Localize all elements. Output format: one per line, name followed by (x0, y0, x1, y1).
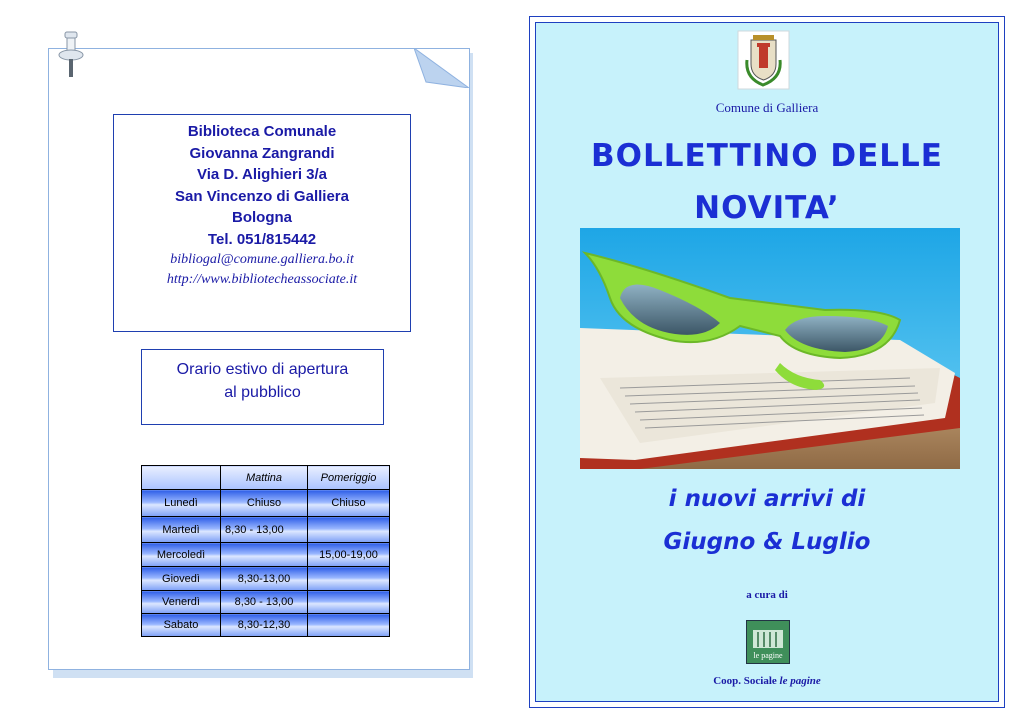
table-row (142, 591, 390, 614)
afternoon-cell: 15,00-19,00 (308, 543, 390, 567)
morning-cell (221, 543, 308, 567)
table-header-row (142, 466, 390, 490)
coop-prefix: Coop. Sociale (713, 675, 777, 687)
table-header-cell: Pomeriggio (308, 466, 390, 490)
library-name: Biblioteca Comunale (187, 123, 337, 140)
municipality-name: Comune di Galliera (715, 100, 819, 115)
morning-cell: 8,30 - 13,00 (221, 517, 308, 543)
curated-by-label: a cura di (746, 589, 788, 601)
day-cell: Venerdì (142, 591, 221, 614)
library-city: Bologna (232, 209, 292, 226)
morning-cell: Chiuso (221, 490, 308, 517)
afternoon-cell: Chiuso (308, 490, 390, 517)
day-cell: Giovedì (142, 567, 221, 591)
pushpin-icon (56, 30, 86, 82)
day-cell: Mercoledì (142, 543, 221, 567)
municipal-crest-icon (737, 30, 790, 90)
library-contact-box (113, 114, 411, 332)
table-row (142, 543, 390, 567)
day-cell: Lunedì (142, 490, 221, 517)
opening-hours-title-box (141, 349, 384, 425)
library-website[interactable]: http://www.bibliotecheassociate.it (166, 272, 358, 287)
library-dedication: Giovanna Zangrandi (189, 144, 335, 162)
afternoon-cell (308, 517, 390, 543)
table-header-cell (142, 466, 221, 490)
day-cell: Sabato (142, 614, 221, 637)
book-and-sunglasses-image (580, 228, 960, 469)
bulletin-title (535, 130, 999, 234)
page-curl (414, 48, 469, 88)
table-row (142, 567, 390, 591)
library-address: Via D. Alighieri 3/a (196, 166, 328, 183)
subtitle-line2: Giugno & Luglio (663, 529, 871, 555)
library-town: San Vincenzo di Galliera (175, 187, 349, 205)
hours-title-line2: al pubblico (224, 384, 301, 401)
day-cell: Martedì (142, 517, 221, 543)
table-row (142, 614, 390, 637)
coop-name: le pagine (779, 675, 821, 687)
table-header-cell: Mattina (221, 466, 308, 490)
morning-cell: 8,30-12,30 (221, 614, 308, 637)
table-row (142, 490, 390, 517)
table-row (142, 517, 390, 543)
opening-hours-table (141, 465, 390, 637)
afternoon-cell (308, 614, 390, 637)
library-phone: Tel. 051/815442 (207, 230, 317, 248)
hours-title-line1: Orario estivo di apertura (176, 361, 349, 378)
subtitle-line1: i nuovi arrivi di (668, 486, 866, 512)
afternoon-cell (308, 567, 390, 591)
afternoon-cell (308, 591, 390, 614)
library-email[interactable]: bibliogal@comune.galliera.bo.it (170, 252, 354, 267)
title-line2: NOVITA’ (694, 190, 840, 226)
morning-cell: 8,30 - 13,00 (221, 591, 308, 614)
le-pagine-logo (746, 620, 790, 664)
logo-text: le pagine (753, 651, 783, 660)
title-line1: BOLLETTINO DELLE (591, 138, 943, 174)
bulletin-subtitle (535, 478, 999, 564)
cooperative-credit (535, 675, 999, 687)
morning-cell: 8,30-13,00 (221, 567, 308, 591)
